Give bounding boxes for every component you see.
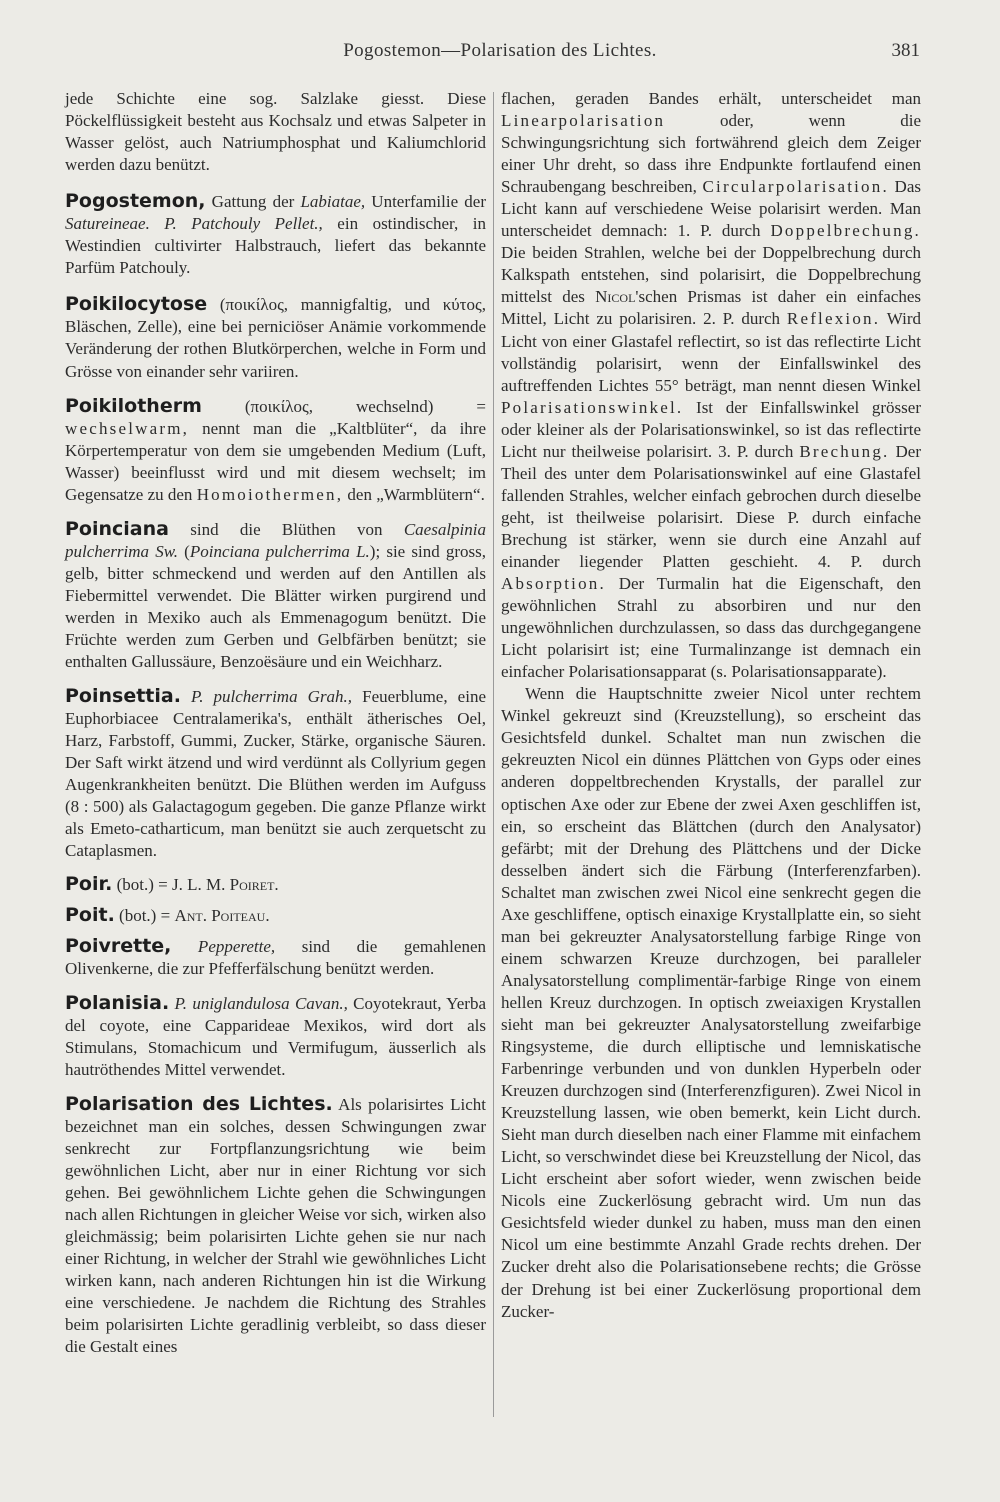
- headword: Polanisia.: [65, 991, 170, 1014]
- spaced-term: Polarisationswinkel.: [501, 397, 684, 417]
- headword: Poivrette,: [65, 934, 172, 957]
- entry-poir: [65, 873, 486, 896]
- entry-text: nennt man die „Kaltblüter“, da ihre Körpertemperatur von dem sie umgebenden Medium (Luft, Wasser) beeinflusst wird und mit diesem wechselt; im Gegensatze zu den: [65, 418, 486, 504]
- running-head-title: Pogostemon—Polarisation des Lichtes.: [343, 40, 657, 61]
- entry-polanisia: [65, 992, 486, 1081]
- headword: Poit.: [65, 903, 115, 926]
- author-name: Ant. Poiteau.: [174, 905, 270, 925]
- entry-text: Unterfamilie der: [365, 192, 486, 212]
- entry-text: (bot.) =: [114, 905, 175, 925]
- spaced-term: Doppelbrechung.: [770, 221, 921, 241]
- entry-poit: [65, 904, 486, 927]
- right-column: [501, 88, 921, 1323]
- entry-text: Feuerblume, eine Euphorbiacee Centralamerika's, enthält ätherisches Oel, Harz, Farbstoff, Gummi, Zucker, Stärke, organische Säuren. Der Saft wirkt ätzend und wird verdünnt als Collyrium gegen Augenkrankheiten benützt. Die Blüthen werden im Aufguss (8 : 500) als Galactagogum gegeben. Die ganze Pflanze wirkt als Emeto-catharticum, man benützt sie auch zerquetscht zu Cataplasmen.: [65, 687, 486, 861]
- entry-text: Ist der Einfallswinkel grösser oder kleiner als der Polarisationswinkel, so ist das reflectirte Licht nur theilweise polarisirt. 3. P. durch: [501, 397, 921, 461]
- entry-text: 'schen Prismas ist daher ein einfaches Mittel, Licht zu polarisiren. 2. P. durch: [501, 287, 921, 329]
- headword: Poikilotherm: [65, 394, 202, 417]
- taxon-name: P. uniglandulosa Cavan.,: [169, 993, 348, 1013]
- entry-text: Coyotekraut, Yerba del coyote, eine Capparideae Mexikos, wird dort als Stimulans, Stomachicum und Vermifugum, äusserlich als hautröthendes Mittel verwendet.: [65, 993, 486, 1079]
- entry-pogostemon: [65, 190, 486, 279]
- taxon-name: P. pulcherrima Grah.,: [180, 687, 353, 707]
- entry-text: (: [178, 541, 190, 561]
- entry-text: ein ostindischer, in Westindien cultivirter Halbstrauch, liefert das bekannte Parfüm Patchouly.: [65, 214, 487, 278]
- entry-text: Das Licht kann auf verschiedene Weise polarisirt werden. Man unterscheidet demnach: 1. P. durch: [501, 177, 921, 241]
- headword: Poikilocytose: [65, 293, 208, 316]
- spaced-term: Circularpolarisation.: [702, 177, 889, 197]
- entry-poinsettia: [65, 685, 486, 862]
- entry-text: (ποικίλος, mannigfaltig, und κύτος, Bläschen, Zelle), eine bei perniciöser Anämie vorkommende Veränderung der rothen Blutkörperchen, welche in Form und Grösse von einander sehr variiren.: [65, 295, 486, 381]
- continued-text: [501, 88, 921, 683]
- entry-text: ); sie sind gross, gelb, bitter schmeckend und werden auf den Antillen als Fiebermittel verwendet. Die Blätter wirken purgirend und werden in Mexiko auch als Emmenagogum benützt. Die Früchte werden zum Gerben und Gelbfärben benützt; sie enthalten Gallussäure, Benzoësäure und ein Weichharz.: [65, 541, 487, 672]
- entry-text: Wird Licht von einer Glastafel reflectirt, so ist das reflectirte Licht vollständig polarisirt, wenn der Einfallswinkel des auftreffenden Lichtes 55° beträgt, man nennt diesen Winkel: [501, 309, 921, 395]
- author-name: Poiret.: [229, 874, 279, 894]
- taxon-name: Pepperette,: [171, 936, 276, 956]
- entry-text: oder, wenn die Schwingungsrichtung sich fortwährend gleich dem Zeiger einer Uhr dreht, so dass ihre Endpunkte fortlaufend einen Schraubengang beschreiben,: [501, 111, 921, 197]
- entry-text: sind die Blüthen von: [168, 519, 404, 539]
- taxon-name: Labiatae,: [300, 192, 366, 212]
- page-number: 381: [891, 40, 920, 61]
- entry-text: Die beiden Strahlen, welche bei der Doppelbrechung durch Kalkspath entstehen, sind polarisirt, die Doppelbrechung mittelst des: [501, 243, 921, 307]
- entry-text: den „Warmblütern“.: [343, 484, 485, 504]
- spaced-term: Absorption.: [501, 574, 606, 594]
- entry-polarisation: [65, 1093, 486, 1359]
- left-column: [65, 88, 486, 1358]
- entry-poikilotherm: [65, 395, 486, 506]
- spaced-term: Reflexion.: [786, 309, 881, 329]
- running-head: [0, 40, 1000, 70]
- spaced-term: Brechung.: [799, 441, 890, 461]
- taxon-name: Satureineae. P. Patchouly Pellet.,: [65, 214, 323, 234]
- entry-poinciana: [65, 518, 486, 673]
- entry-poikilocytose: [65, 293, 486, 382]
- column-divider: [493, 92, 494, 1417]
- entry-text: Der Turmalin hat die Eigenschaft, den gewöhnlichen Strahl zu absorbiren und nur den ungewöhnlichen durchzulassen, so dass das durchgegangene Licht polarisirt ist; eine Turmalinzange ist demnach ein einfacher Polarisationsapparat (s. Polarisationsapparate).: [501, 574, 921, 682]
- spaced-term: Homoiothermen,: [196, 484, 344, 504]
- headword: Poinciana: [65, 517, 169, 540]
- headword: Poinsettia.: [65, 685, 181, 708]
- headword: Polarisation des Lichtes.: [65, 1092, 333, 1115]
- entry-text: Der Theil des unter dem Polarisationswinkel auf eine Glastafel fallenden Strahles, welcher einfach gebrochen durch dieselbe geht, ist theilweise polarisirt. Diese P. durch einfache Brechung ist stärker, wenn sie durch eine Anzahl auf einander liegender Platten geschieht. 4. P. durch: [501, 441, 921, 571]
- continued-text: jede Schichte eine sog. Salzlake giesst. Diese Pöckelflüssigkeit besteht aus Kochsalz und etwas Salpeter in Wasser gelöst, auch Natriumphosphat und Kaliumchlorid werden dazu benützt.: [65, 89, 486, 175]
- entry-text: sind die gemahlenen Olivenkerne, die zur Pfefferfälschung benützt werden.: [65, 936, 486, 978]
- spaced-term: Linearpolarisation: [501, 111, 666, 131]
- entry-poivrette: [65, 935, 486, 980]
- paragraph-nicol: Wenn die Hauptschnitte zweier Nicol unter rechtem Winkel gekreuzt sind (Kreuzstellung), so erscheint das Gesichtsfeld dunkel. Schaltet man nun zwischen die gekreuzten Nicol ein dünnes Plättchen von Gyps oder eines anderen doppeltbrechenden Krystalls, der parallel zur optischen Axe oder zur Ebene der zwei Axen geschliffen ist, ein, so erscheint das Blättchen (durch den Analysator) gefärbt; mit der Drehung des Plättchens und der Dicke desselben ändert sich die Färbung (Interferenzfarben). Schaltet man zwischen zwei Nicol eine senkrecht gegen die Axe geschliffene, optisch einaxige Krystallplatte ein, so sieht man bei gekreuzter Analysatorstellung farbige Ringe von einem schwarzen Kreuze durchzogen, bei paralleler Analysatorstellung complimentär-farbige Ringe von einem hellen Kreuz durchzogen. In optisch zweiaxigen Krystallen sieht man bei gekreuzter Analysatorstellung zweifarbige Ringsysteme, die durch elliptische und lemniskatische Farbenringe verbunden und von dunklen Hyperbeln oder Kreuzen durchzogen sind (Interferenzfiguren). Zwei Nicol in Kreuzstellung lassen, wie oben bemerkt, kein Licht durch. Sieht man durch dieselben nach einer Flamme mit einfachem Licht, so verschwindet diese bei Kreuzstellung der Nicol, das Licht erscheint aber sofort wieder, wenn zwischen beide Nicols eine Zuckerlösung gebracht wird. Um nun das Gesichtsfeld wieder dunkel zu haben, muss man den einen Nicol um eine bestimmte Anzahl Grade rechts drehen. Der Zucker dreht also die Polarisationsebene rechts; die Grösse der Drehung ist bei einer Zuckerlösung proportional dem Zucker-: [501, 684, 921, 1321]
- entry-text: (ποικίλος, wechselnd) =: [201, 396, 486, 416]
- entry-text: (bot.) = J. L. M.: [112, 874, 230, 894]
- author-name: Nicol: [595, 287, 636, 307]
- headword: Pogostemon,: [65, 190, 206, 213]
- entry-text: Als polarisirtes Licht bezeichnet man ein solches, dessen Schwingungen zwar senkrecht zur Fortpflanzungsrichtung wie beim gewöhnlichen Licht, aber nur in einer Richtung vor sich gehen. Bei gewöhnlichem Lichte gehen die Schwingungen nach allen Richtungen in gleicher Weise vor sich, wirken also gleichmässig; beim polarisirten Lichte gehen sie nur nach einer Richtung, in welcher der Strahl wie gewöhnliches Licht wirken kann, nach anderen Richtungen hin ist die Wirkung eine verschiedene. Je nachdem die Richtung des Strahles beim polarisirten Lichte geradlinig verbleibt, so dass dieser die Gestalt eines: [65, 1094, 486, 1357]
- entry-text: Gattung der: [205, 192, 301, 212]
- spaced-term: wechselwarm,: [65, 418, 190, 438]
- taxon-name: Caesalpinia pulcherrima Sw.: [65, 519, 486, 561]
- entry-text: flachen, geraden Bandes erhält, unterscheidet man: [501, 89, 921, 108]
- taxon-name: Poinciana pulcherrima L.: [189, 541, 370, 561]
- headword: Poir.: [65, 872, 113, 895]
